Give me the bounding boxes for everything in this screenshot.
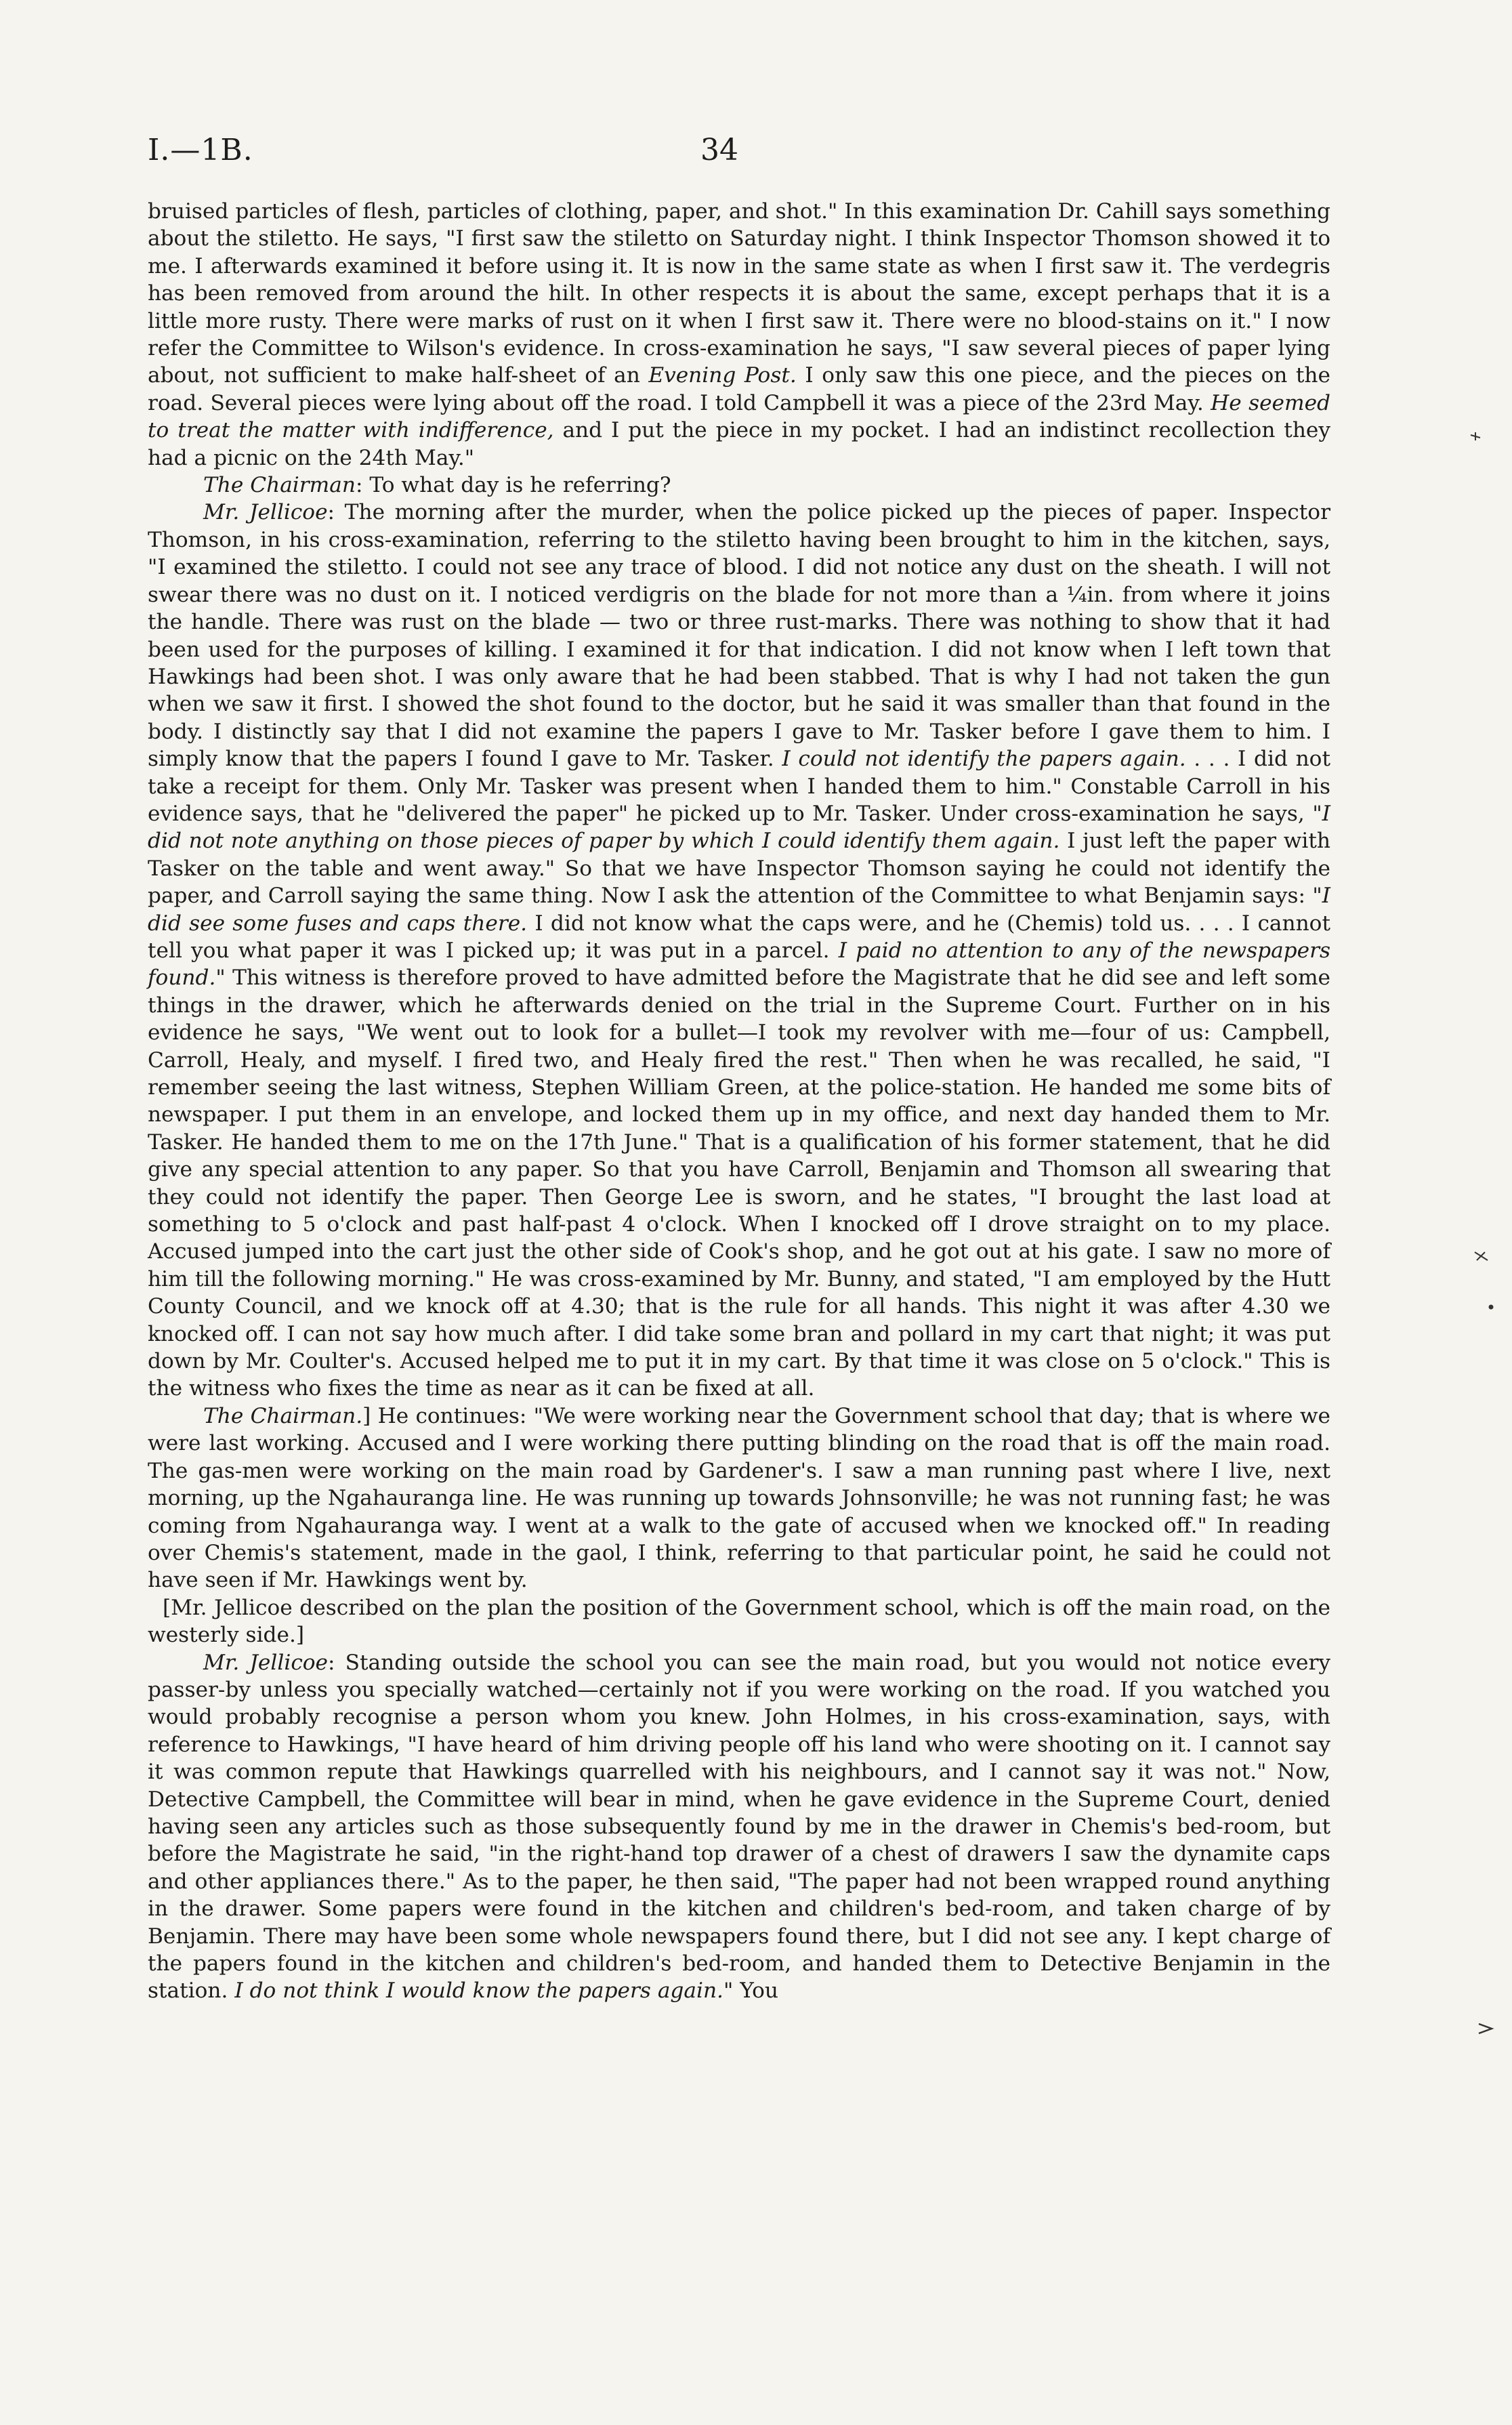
paragraph-6	[148, 1649, 1330, 2005]
paragraph-3-text-5: " This witness is therefore proved to have admitted before the Magistrate that he did see and left some things in the drawer, which he afterwards denied on the trial in the Supreme Court. Further on in his evidence he says, "We went out to look for a bullet—I took my revolver with me—four of us: Campbell, Carroll, Healy, and myself. I fired two, and Healy fired the rest." Then when he was recalled, he said, "I remember seeing the last witness, Stephen William Green, at the police-station. He handed me some bits of newspaper. I put them in an envelope, and locked them up in my office, and next day handed them to Mr. Tasker. He handed them to me on the 17th June." That is a qualification of his former statement, that he did give any special attention to any paper. So that you have Carroll, Benjamin and Thomson all swearing that they could not identify the paper. Then George Lee is sworn, and he states, "I brought the last load at something to 5 o'clock and past half-past 4 o'clock. When I knocked off I drove straight on to my place. Accused jumped into the cart just the other side of Cook's shop, and he got out at his gate. I saw no more of him till the following morning." He was cross-examined by Mr. Bunny, and stated, "I am employed by the Hutt County Council, and we knock off at 4.30; that is the rule for all hands. This night it was after 4.30 we knocked off. I can not say how much after. I did take some bran and pollard in my cart that night; it was put down by Mr. Coulter's. Accused helped me to put it in my cart. By that time it was close on 5 o'clock." This is the witness who fixes the time as near as it can be fixed at all.	[148, 966, 1330, 1401]
speaker-name: Mr. Jellicoe	[203, 500, 328, 525]
paragraph-1-italic-2: He seemed to treat the matter with indifference,	[148, 390, 1331, 443]
margin-mark-1	[1469, 430, 1482, 443]
paragraph-3-italic-4: I paid no attention to any of the newspapers found.	[148, 938, 1331, 991]
paragraph-2	[148, 472, 1330, 499]
paragraph-1-text: bruised particles of flesh, particles of clothing, paper, and shot." In this examination Dr. Cahill says something about the stiletto. He says, "I first saw the stiletto on Saturday night. I think Inspector Thomson showed it to me. I afterwards examined it before using it. It is now in the same state as when I first saw it. The verdegris has been removed from around the hilt. In other respects it is about the same, except perhaps that it is a little more rusty. There were marks of rust on it when I first saw it. There were no blood-stains on it." I now refer the Committee to Wilson's evidence. In cross-examination he says, "I saw several pieces of paper lying about, not sufficient to make half-sheet of an	[148, 199, 1330, 388]
margin-dot	[1488, 1304, 1494, 1310]
document-reference: I.—1B.	[148, 133, 253, 167]
margin-mark-2	[1473, 1248, 1490, 1264]
body-text	[148, 198, 1330, 2005]
speaker-name: The Chairman.	[203, 1403, 363, 1428]
paragraph-3-italic-3: I did see some fuses and caps there.	[148, 884, 1330, 936]
page-number: 34	[700, 133, 738, 167]
margin-mark-3	[1477, 2021, 1494, 2036]
paragraph-5-note	[148, 1594, 1330, 1649]
paragraph-4-text: ] He continues: "We were working near the Government school that day; that is where we were last working. Accused and I were working there putting blinding on the road that is off the main road. The gas-men were working on the main road by Gardener's. I saw a man running past where I live, next morning, up the Ngahauranga line. He was running up towards Johnsonville; he was not running fast; he was coming from Ngahauranga way. I went at a walk to the gate of accused when we knocked off." In reading over Chemis's statement, made in the gaol, I think, referring to that particular point, he said he could not have seen if Mr. Hawkings went by.	[148, 1403, 1330, 1593]
paragraph-2-text: : To what day is he referring?	[355, 473, 671, 498]
paragraph-3-text-3: I just left the paper with Tasker on the table and went away." So that we have Inspector Thomson saying he could not identify the paper, and Carroll saying the same thing. Now I ask the attention of the Committee to what Benjamin says: "	[148, 829, 1330, 909]
paragraph-1-italic-1: Evening Post.	[648, 363, 797, 388]
paragraph-4	[148, 1403, 1330, 1594]
paragraph-1-text-2: I only saw this one piece, and the pieces on the road. Several pieces were lying about off the road. I told Campbell it was a piece of the 23rd May.	[148, 363, 1330, 415]
paragraph-3	[148, 499, 1330, 1402]
speaker-name: The Chairman	[203, 473, 356, 498]
speaker-name: Mr. Jellicoe	[203, 1650, 329, 1675]
paragraph-6-text-2: " You	[723, 1978, 778, 2004]
paragraph-1-text-3: and I put the piece in my pocket. I had an indistinct recollection they had a picnic on the 24th May."	[148, 418, 1330, 470]
paragraph-3-text-4: I did not know what the caps were, and he (Chemis) told us. . . . I cannot tell you what paper it was I picked up; it was put in a parcel.	[148, 911, 1330, 963]
paragraph-6-text: : Standing outside the school you can see the main road, but you would not notice every passer-by unless you specially watched—certainly not if you were working on the road. If you watched you would probably recognise a person whom you knew. John Holmes, in his cross-examination, says, with reference to Hawkings, "I have heard of him driving people off his land who were shooting on it. I cannot say it was common repute that Hawkings quarrelled with his neighbours, and I cannot say it was not." Now, Detective Campbell, the Committee will bear in mind, when he gave evidence in the Supreme Court, denied having seen any articles such as those subsequently found by me in the drawer in Chemis's bed-room, but before the Magistrate he said, "in the right-hand top drawer of a chest of drawers I saw the dynamite caps and other appliances there." As to the paper, he then said, "The paper had not been wrapped round anything in the drawer. Some papers were found in the kitchen and children's bed-room, and taken charge of by Benjamin. There may have been some whole newspapers found there, but I did not see any. I kept charge of the papers found in the kitchen and children's bed-room, and handed them to Detective Benjamin in the station.	[148, 1650, 1330, 2004]
paragraph-3-text: : The morning after the murder, when the police picked up the pieces of paper. Inspector Thomson, in his cross-examination, referring to the stiletto having been brought to him in the kitchen, says, "I examined the stiletto. I could not see any trace of blood. I did not notice any dust on the sheath. I will not swear there was no dust on it. I noticed verdigris on the blade for not more than a ¼in. from where it joins the handle. There was rust on the blade — two or three rust-marks. There was nothing to show that it had been used for the purposes of killing. I examined it for that indication. I did not know when I left town that Hawkings had been shot. I was only aware that he had been stabbed. That is why I had not taken the gun when we saw it first. I showed the shot found to the doctor, but he said it was smaller than that found in the body. I distinctly say that I did not examine the papers I gave to Mr. Tasker before I gave them to him. I simply know that the papers I found I gave to Mr. Tasker.	[148, 500, 1330, 772]
paragraph-6-italic-1: I do not think I would know the papers again.	[234, 1978, 723, 2004]
paragraph-1	[148, 198, 1330, 472]
paragraph-3-italic-2: I did not note anything on those pieces of paper by which I could identify them again.	[148, 801, 1330, 854]
editorial-note: [Mr. Jellicoe described on the plan the position of the Government school, which is off the main road, on the westerly side.]	[148, 1595, 1330, 1648]
page-header	[148, 133, 1330, 173]
paragraph-3-text-2: . . . I did not take a receipt for them. Only Mr. Tasker was present when I handed them to him." Constable Carroll in his evidence says, that he "delivered the paper" he picked up to Mr. Tasker. Under cross-examination he says, "	[148, 747, 1330, 826]
paragraph-3-italic-1: I could not identify the papers again.	[782, 747, 1186, 772]
